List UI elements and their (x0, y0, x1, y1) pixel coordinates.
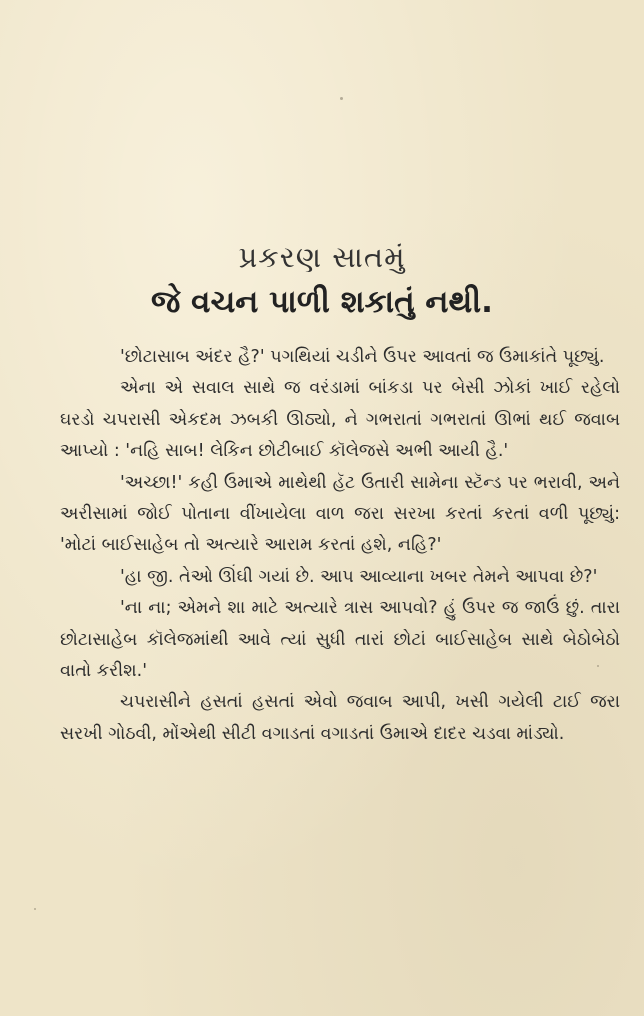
paragraph: 'હા જી. તેઓ ઊંઘી ગયાં છે. આપ આવ્યાના ખબર તેમને આપવા છે?' (120, 566, 598, 587)
paragraph: એના એ સવાલ સાથે જ વરંડામાં બાંકડા પર બેસી ઝોકાં ખાઈ રહેલો ઘરડો ચપરાસી એકદમ ઝબકી ઊઠ્યો, ને ગભરાતાં ગભરાતાં ઊભાં થઈ જવાબ આપ્યો : 'નહિ સાબ! લેકિન છોટીબાઈ કૉલેજસે અભી આયી હૈ.' (60, 378, 620, 462)
body-text (60, 342, 620, 750)
paper-speck (34, 908, 36, 910)
paragraph: 'અચ્છા!' કહી ઉમાએ માથેથી હૅટ ઉતારી સામેના સ્ટૅન્ડ પર ભરાવી, અને અરીસામાં જોઈ પોતાના વીંખાયેલા વાળ જરા સરખા કરતાં કરતાં વળી પૂછ્યું: 'મોટાં બાઈસાહેબ તો અત્યારે આરામ કરતાં હશે, નહિ?' (60, 472, 620, 556)
chapter-heading: પ્રકરણ સાતમું (238, 240, 406, 274)
chapter-title: જે વચન પાળી શકાતું નથી. (151, 284, 493, 320)
paragraph: ચપરાસીને હસતાં હસતાં એવો જવાબ આપી, ખસી ગયેલી ટાઈ જરા સરખી ગોઠવી, મોંએથી સીટી વગાડતાં વગાડતાં ઉમાએ દાદર ચડવા માંડ્યો. (60, 692, 620, 744)
paragraph: 'છોટાસાબ અંદર હૈ?' પગથિયાં ચડીને ઉપર આવતાં જ ઉમાકાંતે પૂછ્યું. (120, 347, 605, 367)
paper-speck (340, 97, 343, 100)
paragraph: 'ના ના; એમને શા માટે અત્યારે ત્રાસ આપવો? હું ઉપર જ જાઉં છું. તારા છોટાસાહેબ કૉલેજમાંથી આવે ત્યાં સુધી તારાં છોટાં બાઈસાહેબ સાથે બેઠોબેઠો વાતો કરીશ.' (60, 598, 620, 682)
